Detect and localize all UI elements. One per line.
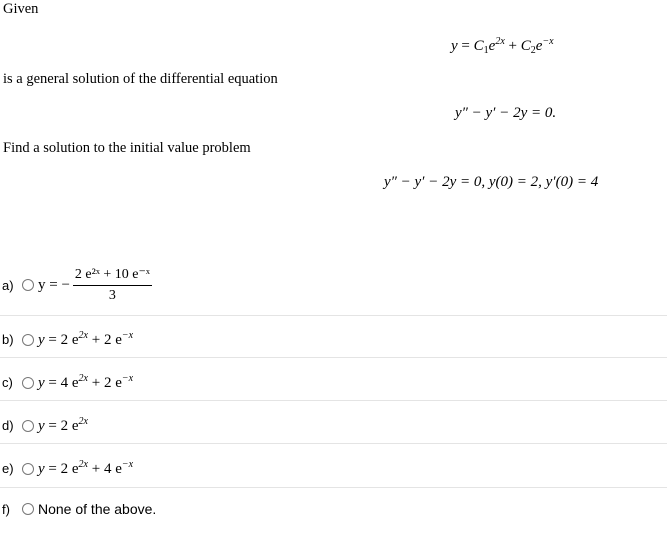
option-c[interactable] [2, 373, 133, 392]
general-solution-equation [451, 36, 554, 56]
ode-equation [455, 105, 556, 122]
option-a-letter: a) [2, 277, 14, 293]
gs-c1: C [473, 38, 484, 54]
option-d-answer: y = 2 $e^{2x}$ [38, 416, 88, 434]
option-a-denominator: 3 [108, 288, 116, 303]
option-e-answer: y = 2 $e^{2x} + 4$ $e^{-x}$ [38, 459, 134, 477]
option-b-radio[interactable] [22, 334, 34, 346]
divider [0, 357, 667, 358]
ivp-equation [384, 174, 598, 191]
option-f[interactable] [2, 501, 156, 517]
option-e[interactable] [2, 459, 133, 478]
ode-text: y″ − y′ − 2y = 0. [455, 105, 557, 121]
differential-equation-text: is a general solution of the differential equation [3, 71, 278, 87]
gs-e1-exp: 2x [495, 36, 505, 47]
option-f-radio[interactable] [22, 503, 34, 515]
option-d-letter: d) [2, 418, 14, 433]
option-c-answer: y = 4 $e^{2x} + 2$ $e^{-x}$ [38, 373, 134, 391]
option-d-radio[interactable] [22, 420, 34, 432]
intro-text: Given [3, 1, 39, 17]
ivp-text: y″ − y′ − 2y = 0, y(0) = 2, y′(0) = 4 [384, 174, 599, 190]
option-b-letter: b) [2, 332, 14, 347]
option-a-prefix: y = − [38, 276, 70, 293]
divider [0, 315, 667, 316]
option-d[interactable] [2, 416, 88, 435]
gs-lhs: y [451, 38, 458, 54]
divider [0, 487, 667, 488]
option-f-letter: f) [2, 501, 10, 517]
option-b-answer: y = 2 $e^{2x} + 2$ $e^{-x}$ [38, 330, 134, 348]
option-a-numerator: 2 e²ˣ + 10 e⁻ˣ [73, 266, 152, 286]
gs-plus: + [504, 38, 521, 54]
divider [0, 400, 667, 401]
gs-e2-exp: −x [542, 36, 554, 47]
option-e-letter: e) [2, 461, 14, 476]
gs-c1-sub: 1 [483, 45, 489, 56]
gs-c2: C [520, 38, 531, 54]
option-e-radio[interactable] [22, 463, 34, 475]
gs-e1: e [488, 38, 496, 54]
option-a-fraction [73, 266, 152, 304]
gs-eq: = [457, 38, 474, 54]
option-c-letter: c) [2, 375, 13, 390]
gs-e2: e [535, 38, 543, 54]
ivp-prompt-text: Find a solution to the initial value problem [3, 140, 251, 156]
option-a[interactable] [2, 266, 152, 304]
option-c-radio[interactable] [22, 377, 34, 389]
gs-c2-sub: 2 [530, 45, 536, 56]
divider [0, 443, 667, 444]
option-b[interactable] [2, 330, 133, 349]
option-a-radio[interactable] [22, 279, 34, 291]
option-f-answer: None of the above. [38, 501, 157, 517]
